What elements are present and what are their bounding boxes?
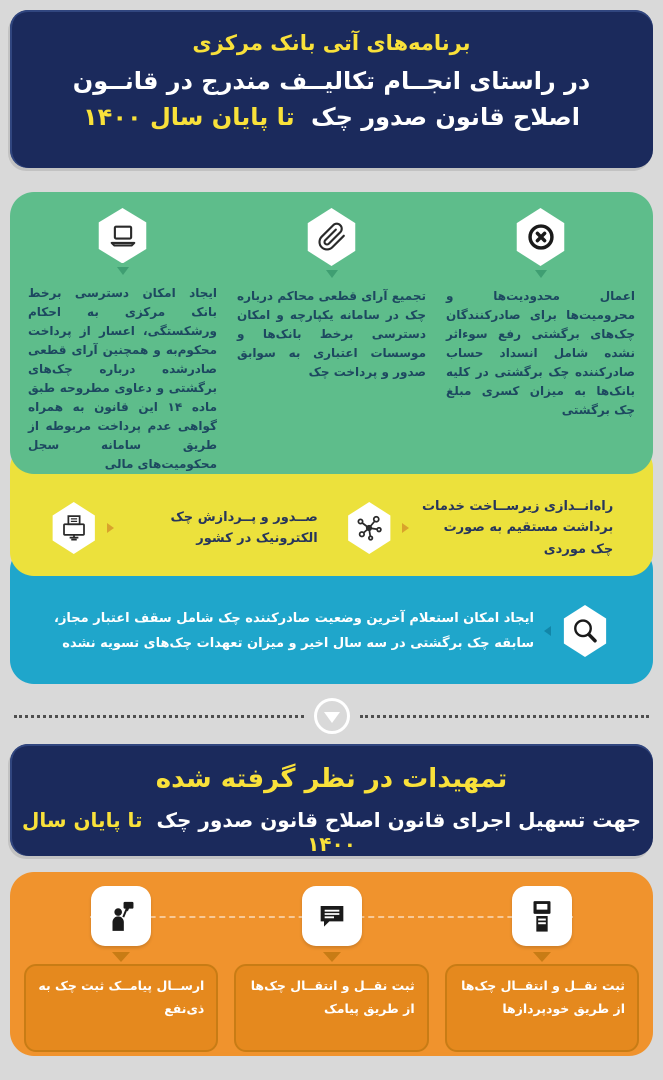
pointer-right-icon	[107, 523, 114, 533]
magnifier-icon	[561, 605, 609, 657]
laptop-icon	[96, 208, 150, 263]
green-item-text: ایجاد امکان دسترسی برخط بانک مرکزی به احکام ورشکستگی، اعسار از پرداخت محکوم‌به و همچنین آرای قطعی صادرشده درباره چک‌های برگشتی و دعاوی مطروحه طبق ماده ۱۴ این قانون به همراه گواهی عدم پرداخت مربوطه از طریق سامانه سجل محکومیت‌های مالی	[28, 286, 217, 472]
section-divider	[14, 698, 649, 734]
yellow-item-text: صــدور و پــردازش چک الکترونیک در کشور	[170, 509, 318, 546]
orange-card-wrap	[234, 964, 428, 1052]
top-header	[10, 10, 653, 168]
orange-item-beneficiary-sms	[24, 886, 218, 1052]
green-item-text: تجمیع آرای قطعی محاکم درباره چک در سامانه یکپارچه و امکان دسترسی برخط بانک‌ها و موسسات اعتباری به سوابق صدور و پرداخت چک	[237, 289, 426, 379]
header1-title: برنامه‌های آتی بانک مرکزی	[192, 31, 471, 55]
orange-card-text: ارســال پیامــک ثبت چک به ذی‌نفع	[38, 978, 205, 1016]
chevron-down-circle-icon	[314, 698, 350, 734]
orange-card	[24, 964, 218, 1052]
sms-bubble-icon	[302, 886, 362, 946]
header2-title: تمهیدات در نظر گرفته شده	[155, 764, 508, 794]
yellow-item-echeck	[36, 480, 332, 576]
orange-item-atm	[445, 886, 639, 1052]
orange-card-wrap	[445, 964, 639, 1052]
orange-measures-section	[10, 872, 653, 1056]
atm-kiosk-icon	[512, 886, 572, 946]
header2-subtitle	[10, 808, 653, 856]
header1-line3	[10, 103, 653, 131]
pointer-down-icon	[535, 270, 547, 278]
x-circle-icon	[514, 208, 568, 266]
orange-columns	[24, 886, 639, 1052]
pointer-down-icon	[533, 952, 551, 962]
network-icon	[345, 502, 393, 554]
paperclip-icon	[305, 208, 359, 266]
orange-card	[234, 964, 428, 1052]
yellow-item-text: راه‌انــدازی زیرســاخت خدمات برداشت مستقیم به صورت چک موردی	[421, 498, 614, 557]
pointer-down-icon	[112, 952, 130, 962]
chevron-down-icon	[324, 712, 340, 723]
measures-header	[10, 744, 653, 856]
green-item-restrictions	[436, 208, 645, 474]
pointer-down-icon	[326, 270, 338, 278]
echeck-monitor-icon	[50, 502, 98, 554]
header1-subtitle: در راستای انجــام تکالیــف مندرج در قانــون	[72, 67, 591, 95]
green-item-court-rulings	[227, 208, 436, 474]
dotted-line	[360, 715, 650, 718]
orange-card-wrap	[24, 964, 218, 1052]
green-programs-section	[10, 192, 653, 474]
person-announce-icon	[91, 886, 151, 946]
orange-card	[445, 964, 639, 1052]
dotted-line	[14, 715, 304, 718]
green-item-online-access	[18, 208, 227, 474]
orange-card-text: ثبت نقــل و انتقــال چک‌ها از طریق پیامک	[250, 978, 415, 1016]
green-item-text: اعمال محدودیت‌ها و محرومیت‌ها برای صادرکنندگان چک‌های برگشتی رفع سوءاثر نشده شامل انسداد حساب صادرکننده چک برگشتی در کلیه بانک‌ها به میزان کسری مبلغ چک برگشتی	[446, 289, 635, 417]
blue-section-text: ایجاد امکان استعلام آخرین وضعیت صادرکننده چک شامل سقف اعتبار مجاز، سابقه چک برگشتی در سه سال اخیر و میزان تعهدات چک‌های تسویه نشده	[54, 610, 534, 651]
header1-line3-yellow: تا پایان سال ۱۴۰۰	[83, 103, 295, 131]
orange-card-text: ثبت نقــل و انتقــال چک‌ها از طریق خودپردازها	[461, 978, 625, 1016]
header2-subtitle-yellow: تا پایان سال ۱۴۰۰	[21, 808, 356, 856]
orange-item-sms-transfer	[234, 886, 428, 1052]
pointer-left-icon	[544, 626, 551, 636]
header1-line3-white: اصلاح قانون صدور چک	[311, 103, 580, 131]
yellow-item-direct-debit	[332, 480, 628, 576]
pointer-down-icon	[117, 267, 129, 275]
pointer-right-icon	[402, 523, 409, 533]
header2-subtitle-white: جهت تسهیل اجرای قانون اصلاح قانون صدور چک	[156, 808, 641, 832]
pointer-down-icon	[323, 952, 341, 962]
